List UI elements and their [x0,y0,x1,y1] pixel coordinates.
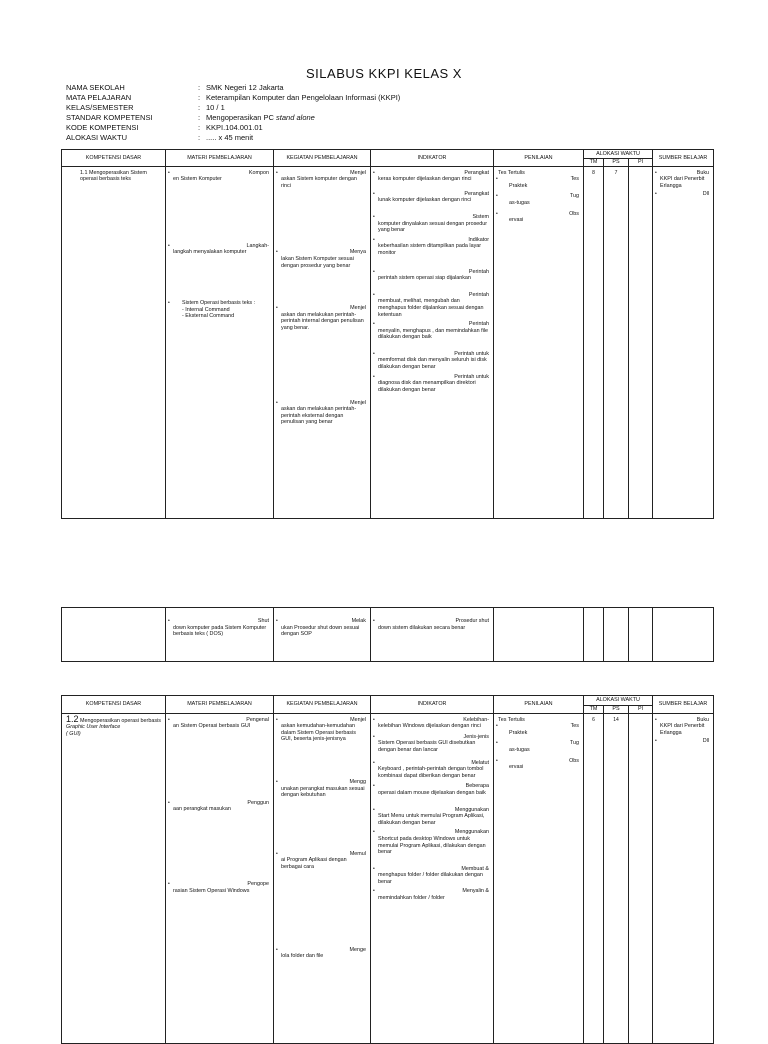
kegiatan-cell: • Menjel askan kemudahan-kemudahan dalam Sistem Operasi berbasis GUI, beserta jenis-jenisnya • Mengg unakan perangkat masukan sesuai dengan kebutuhan • Memul ai Program Aplikasi dengan berbagai cara • Menge lola folder dan file [274,713,371,1043]
sumber-cell: • Buku KKPI dari Penerbit Erlangga • Dll [653,713,714,1043]
page-title: SILABUS KKPI KELAS X [306,66,462,81]
syllabus-table-3 [61,695,714,1044]
tm-cell: 8 [584,166,604,518]
info-row-subject: MATA PELAJARAN : Keterampilan Komputer dan Pengelolaan Informasi (KKPI) [66,93,606,103]
header-pi: PI [629,706,653,714]
syllabus-table-1 [61,149,714,519]
info-label: NAMA SEKOLAH [66,83,125,92]
header-sumber: SUMBER BELAJAR [653,696,714,714]
header-ps: PS [604,706,629,714]
header-alokasi: ALOKASI WAKTU [584,696,653,706]
indikator-cell: • Perangkat keras komputer dijelaskan dengan rinci • Perangkat lunak komputer dijelaskan dengan rinci • Sistem komputer dinyalakan sesuai dengan prosedur yang benar • Indikator keberhasilan sistem ditampilkan pada layar monitor • Perintah perintah sistem operasi siap dijalankan • Perintah membuat, melihat, mengubah dan menghapus folder dijalankan sesuai dengan ketentuan • Perintah menyalin, menghapus , dan memindahkan file dilakukan dengan baik • Perintah untuk memformat disk dan menyalin seluruh isi disk dilakukan dengan benar • Perintah untuk diagnosa disk dan menampilkan direktori dilakukan dengan benar [371,166,494,518]
info-row-code: KODE KOMPETENSI : KKPI.104.001.01 [66,123,606,133]
sumber-cell: • Buku KKPI dari Penerbit Erlangga • Dll [653,166,714,518]
info-label: KELAS/SEMESTER [66,103,134,112]
materi-cell: • Kompon en Sistem Komputer • Langkah- langkah menyalakan komputer • Sistem Operasi berbasis teks : - Internal Command - Eksternal Command [166,166,274,518]
header-kegiatan: KEGIATAN PEMBELAJARAN [274,696,371,714]
info-row-class: KELAS/SEMESTER : 10 / 1 [66,103,606,113]
header-sumber: SUMBER BELAJAR [653,150,714,167]
tm-cell: 6 [584,713,604,1043]
kd-cell: 1.2 Mengoperasikan operasi berbasis Graphic User Interface ( GUI) [62,713,166,1043]
penilaian-cell: Tes Tertulis • Tes Praktek • Tug as-tugas • Obs ervasi [494,713,584,1043]
ps-cell: 7 [604,166,629,518]
header-alokasi: ALOKASI WAKTU [584,150,653,159]
info-row-standard: STANDAR KOMPETENSI : Mengoperasikan PC stand alone [66,113,606,123]
syllabus-table-2 [61,607,714,662]
kegiatan-cell: • Menjel askan Sistem komputer dengan rinci • Menya lakan Sistem Komputer sesuai dengan prosedur yang benar • Menjel askan dan melakukan perintah-perintah internal dengan penulisan yang benar. • Menjel askan dan melakukan perintah-perintah eksternal dengan penulisan yang benar [274,166,371,518]
info-row-time: ALOKASI WAKTU : ..... x 45 menit [66,133,606,143]
header-tm: TM [584,159,604,167]
header-penilaian: PENILAIAN [494,150,584,167]
penilaian-cell: Tes Tertulis • Tes Praktek • Tug as-tugas • Obs ervasi [494,166,584,518]
header-pi: PI [629,159,653,167]
info-label: STANDAR KOMPETENSI [66,113,153,122]
header-kd: KOMPETENSI DASAR [62,696,166,714]
info-row-school: NAMA SEKOLAH : SMK Negeri 12 Jakarta [66,83,606,93]
pi-cell [629,166,653,518]
info-label: KODE KOMPETENSI [66,123,139,132]
kd-cell: 1.1 Mengoperasikan Sistem operasi berbasis teks [62,166,166,518]
pi-cell [629,713,653,1043]
header-kegiatan: KEGIATAN PEMBELAJARAN [274,150,371,167]
header-indikator: INDIKATOR [371,696,494,714]
header-materi: MATERI PEMBELAJARAN [166,696,274,714]
info-value: 10 / 1 [206,103,225,112]
indikator-cell: • Prosedur shut down sistem dilakukan secara benar [371,608,494,662]
info-value: KKPI.104.001.01 [206,123,263,132]
info-label: MATA PELAJARAN [66,93,132,102]
school-info [66,83,606,143]
info-value: Keterampilan Komputer dan Pengelolaan Informasi (KKPI) [206,93,401,102]
info-value: ..... x 45 menit [206,133,254,142]
header-kd: KOMPETENSI DASAR [62,150,166,167]
header-tm: TM [584,706,604,714]
materi-cell: • Shut down komputer pada Sistem Komputer berbasis teks ( DOS) [166,608,274,662]
kegiatan-cell: • Melak ukan Prosedur shut down sesuai dengan SOP [274,608,371,662]
info-value: SMK Negeri 12 Jakarta [206,83,284,92]
header-materi: MATERI PEMBELAJARAN [166,150,274,167]
info-value: Mengoperasikan PC stand alone [206,113,315,122]
ps-cell: 14 [604,713,629,1043]
header-penilaian: PENILAIAN [494,696,584,714]
header-indikator: INDIKATOR [371,150,494,167]
indikator-cell: • Kelebihan- kelebihan Windows dijelaskan dengan rinci • Jenis-jenis Sistem Operasi berbasis GUI disebutkan dengan benar dan lancar • Melatut Keyboard , perintah-perintah dengan tombol kombinasi dapat diberikan dengan benar • Beberapa operasi dalam mouse dijelaskan dengan baik • Menggunakan Start Menu untuk memulai Program Aplikasi, dilakukan dengan benar • Menggunakan Shortcut pada desktop Windows untuk memulai Program Aplikasi, dilakukan dengan benar • Membuat & menghapus folder / folder dilakukan dengan benar • Menyalin & memindahkan folder / folder [371,713,494,1043]
header-ps: PS [604,159,629,167]
materi-cell: • Pengenal an Sistem Operasi berbasis GUI • Penggun aan perangkat masukan • Pengope rasian Sistem Operasi Windows [166,713,274,1043]
info-label: ALOKASI WAKTU [66,133,127,142]
